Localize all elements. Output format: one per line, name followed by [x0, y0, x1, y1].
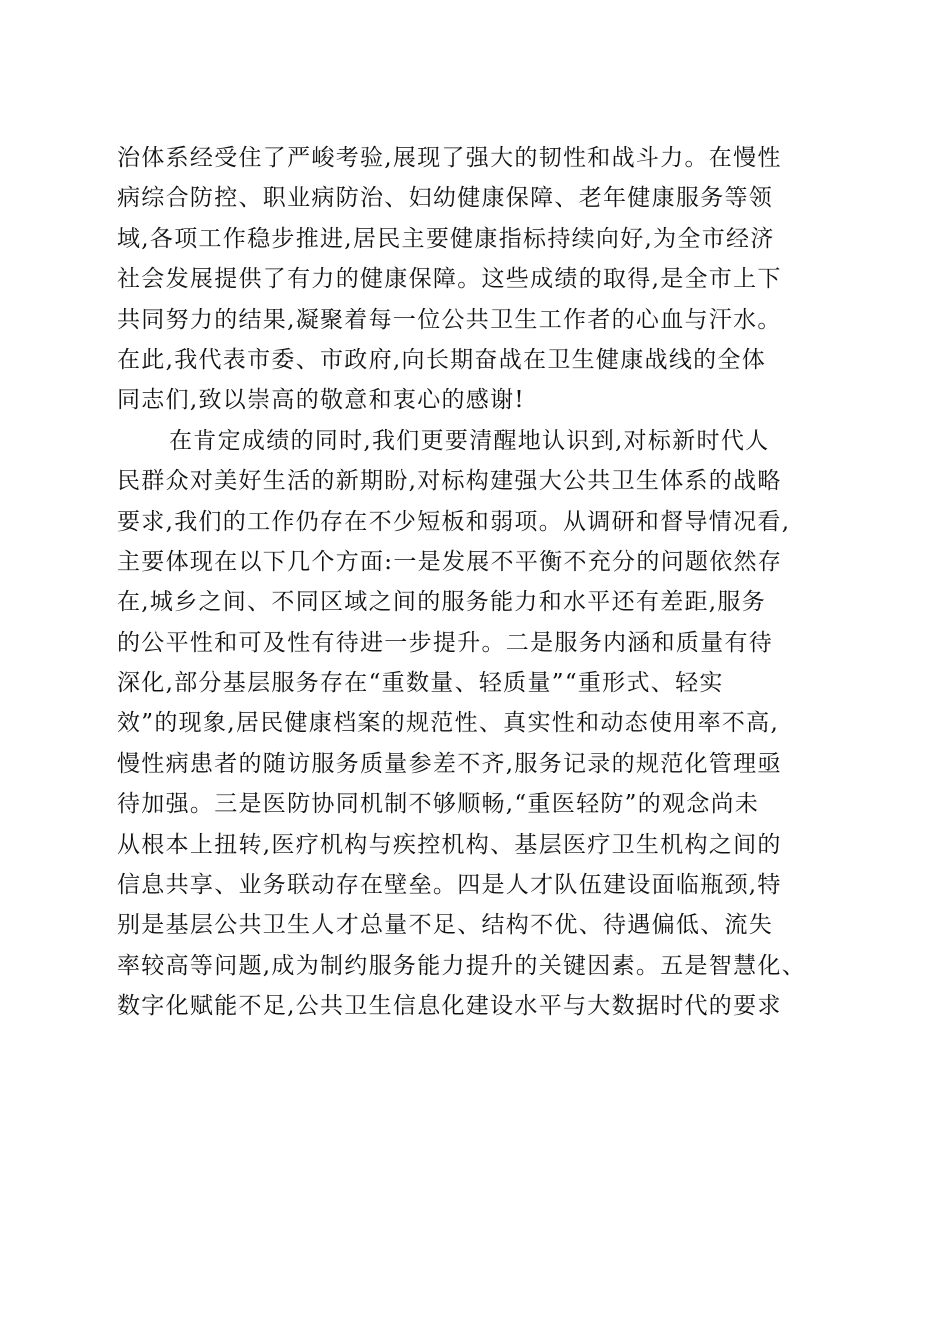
text-line: 信息共享、业务联动存在壁垒。四是人才队伍建设面临瓶颈,特 [117, 872, 782, 899]
text-line: 同志们,致以崇高的敬意和衷心的感谢! [117, 387, 525, 414]
text-line: 要求,我们的工作仍存在不少短板和弱项。从调研和督导情况看, [117, 508, 791, 535]
text-line: 民群众对美好生活的新期盼,对标构建强大公共卫生体系的战略 [117, 468, 782, 495]
text-line: 在,城乡之间、不同区域之间的服务能力和水平还有差距,服务 [117, 589, 767, 616]
text-line: 在肯定成绩的同时,我们更要清醒地认识到,对标新时代人 [169, 427, 770, 454]
text-line: 效”的现象,居民健康档案的规范性、真实性和动态使用率不高, [117, 710, 780, 737]
text-line: 慢性病患者的随访服务质量参差不齐,服务记录的规范化管理亟 [117, 750, 782, 777]
text-line: 数字化赋能不足,公共卫生信息化建设水平与大数据时代的要求 [117, 993, 782, 1020]
text-line: 共同努力的结果,凝聚着每一位公共卫生工作者的心血与汗水。 [117, 306, 782, 333]
text-line: 社会发展提供了有力的健康保障。这些成绩的取得,是全市上下 [117, 266, 782, 293]
text-line: 在此,我代表市委、市政府,向长期奋战在卫生健康战线的全体 [117, 346, 767, 373]
text-line: 的公平性和可及性有待进一步提升。二是服务内涵和质量有待 [117, 629, 774, 656]
text-line: 从根本上扭转,医疗机构与疾控机构、基层医疗卫生机构之间的 [117, 831, 782, 858]
text-line: 别是基层公共卫生人才总量不足、结构不优、待遇偏低、流失 [117, 912, 774, 939]
document-body [117, 138, 837, 1027]
text-line: 治体系经受住了严峻考验,展现了强大的韧性和战斗力。在慢性 [117, 145, 782, 171]
text-line: 病综合防控、职业病防治、妇幼健康保障、老年健康服务等领 [117, 185, 774, 212]
text-line: 主要体现在以下几个方面:一是发展不平衡不充分的问题依然存 [117, 548, 783, 575]
text-line: 率较高等问题,成为制约服务能力提升的关键因素。五是智慧化、 [117, 952, 807, 979]
text-line: 待加强。三是医防协同机制不够顺畅,“重医轻防”的观念尚未 [117, 791, 760, 818]
text-line: 域,各项工作稳步推进,居民主要健康指标持续向好,为全市经济 [117, 225, 775, 252]
text-line: 深化,部分基层服务存在“重数量、轻质量”“重形式、轻实 [117, 670, 724, 697]
